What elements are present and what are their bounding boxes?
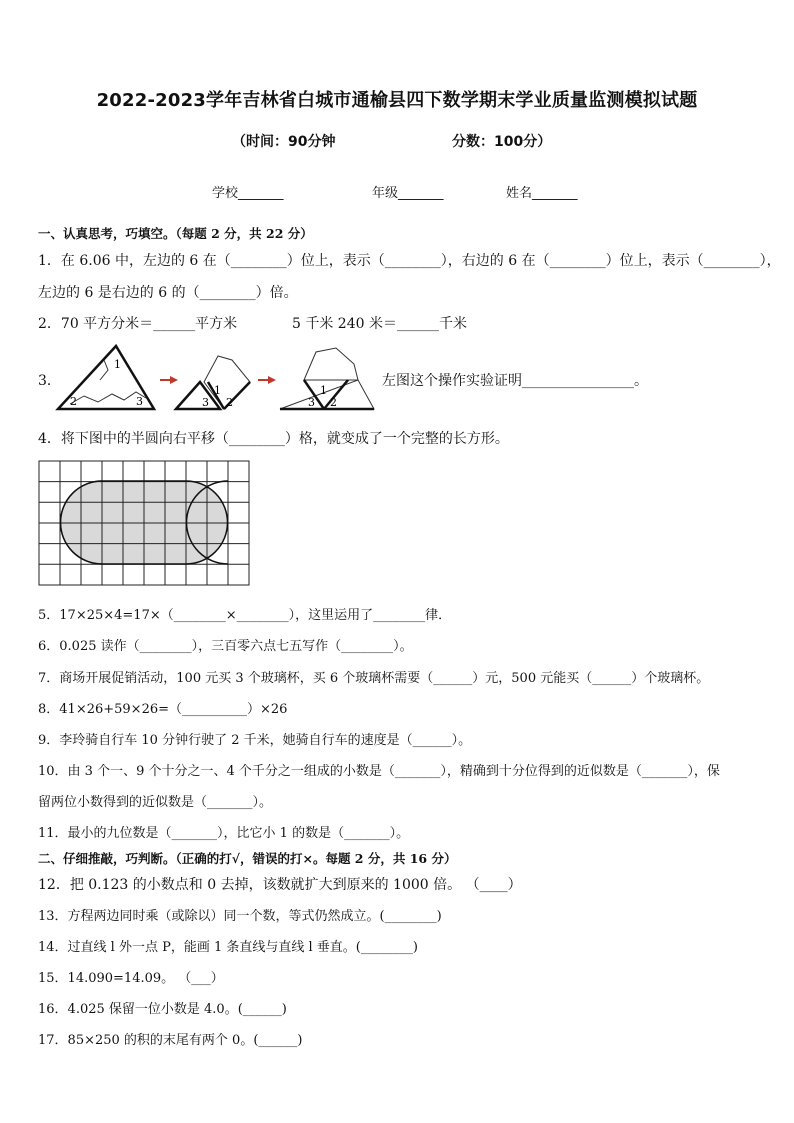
- angle-label-2b: 2: [226, 396, 233, 409]
- triangle-angle-sum-figure: [54, 342, 380, 412]
- page-title: 2022-2023学年吉林省白城市通榆县四下数学期末学业质量监测模拟试题: [96, 90, 698, 111]
- section-1-heading: 一、认真思考，巧填空。（每题 2 分，共 22 分）: [38, 226, 313, 241]
- question-2-part-b: 5 千米 240 米＝______千米: [292, 316, 467, 332]
- question-13: 13．方程两边同时乘（或除以）同一个数，等式仍然成立。(________): [38, 909, 442, 924]
- name-field: 姓名_______: [506, 186, 578, 201]
- exam-score: 分数：100分）: [452, 134, 552, 150]
- question-3-number: 3．: [38, 373, 61, 389]
- angle-label-2a: 2: [70, 395, 77, 408]
- question-4: 4．将下图中的半圆向右平移（________）格，就变成了一个完整的长方形。: [38, 431, 509, 447]
- question-8: 8．41×26+59×26=（__________）×26: [38, 702, 288, 717]
- angle-label-1c: 1: [320, 384, 327, 397]
- section-2-heading: 二、仔细推敲，巧判断。（正确的打√，错误的打×。每题 2 分，共 16 分）: [38, 851, 457, 866]
- angle-label-1a: 1: [114, 358, 121, 371]
- question-1-line-1: 1．在 6.06 中，左边的 6 在（________）位上，表示（________），右边的 6 在（________）位上，表示（________），: [38, 253, 781, 269]
- question-15: 15．14.090=14.09。 （___）: [38, 971, 224, 986]
- question-14: 14．过直线 l 外一点 P，能画 1 条直线与直线 l 垂直。(________): [38, 940, 418, 955]
- question-12: 12．把 0.123 的小数点和 0 去掉，该数就扩大到原来的 1000 倍。 （____）: [38, 877, 522, 893]
- angle-label-3b: 3: [202, 396, 209, 409]
- question-3-text: 左图这个操作实验证明________________。: [382, 373, 648, 389]
- question-1-line-2: 左边的 6 是右边的 6 的（________）倍。: [38, 285, 298, 301]
- question-10-line-2: 留两位小数得到的近似数是（_______）。: [38, 795, 273, 810]
- semicircle-grid-figure: [38, 460, 251, 587]
- question-9: 9．李玲骑自行车 10 分钟行驶了 2 千米，她骑自行车的速度是（______）。: [38, 733, 472, 748]
- question-17: 17．85×250 的积的末尾有两个 0。(______): [38, 1033, 303, 1048]
- angle-label-3c: 3: [308, 396, 315, 409]
- question-16: 16．4.025 保留一位小数是 4.0。(______): [38, 1002, 287, 1017]
- question-11: 11．最小的九位数是（_______），比它小 1 的数是（_______）。: [38, 826, 410, 841]
- question-10-line-1: 10．由 3 个一、9 个十分之一、4 个千分之一组成的小数是（_______），精确到十分位得到的近似数是（_______），保: [38, 764, 720, 779]
- grade-field: 年级_______: [372, 186, 444, 201]
- angle-label-3a: 3: [136, 395, 143, 408]
- question-6: 6．0.025 读作（________），三百零六点七五写作（________）。: [38, 639, 413, 654]
- school-field: 学校_______: [212, 186, 284, 201]
- question-7: 7．商场开展促销活动，100 元买 3 个玻璃杯，买 6 个玻璃杯需要（______）元，500 元能买（______）个玻璃杯。: [38, 671, 710, 686]
- angle-label-2c: 2: [330, 396, 337, 409]
- question-2-part-a: 2．70 平方分米＝______平方米: [38, 316, 238, 332]
- exam-time: （时间：90分钟: [232, 134, 336, 150]
- angle-label-1b: 1: [214, 384, 221, 397]
- question-5: 5．17×25×4=17×（________×________），这里运用了________律．: [38, 608, 452, 623]
